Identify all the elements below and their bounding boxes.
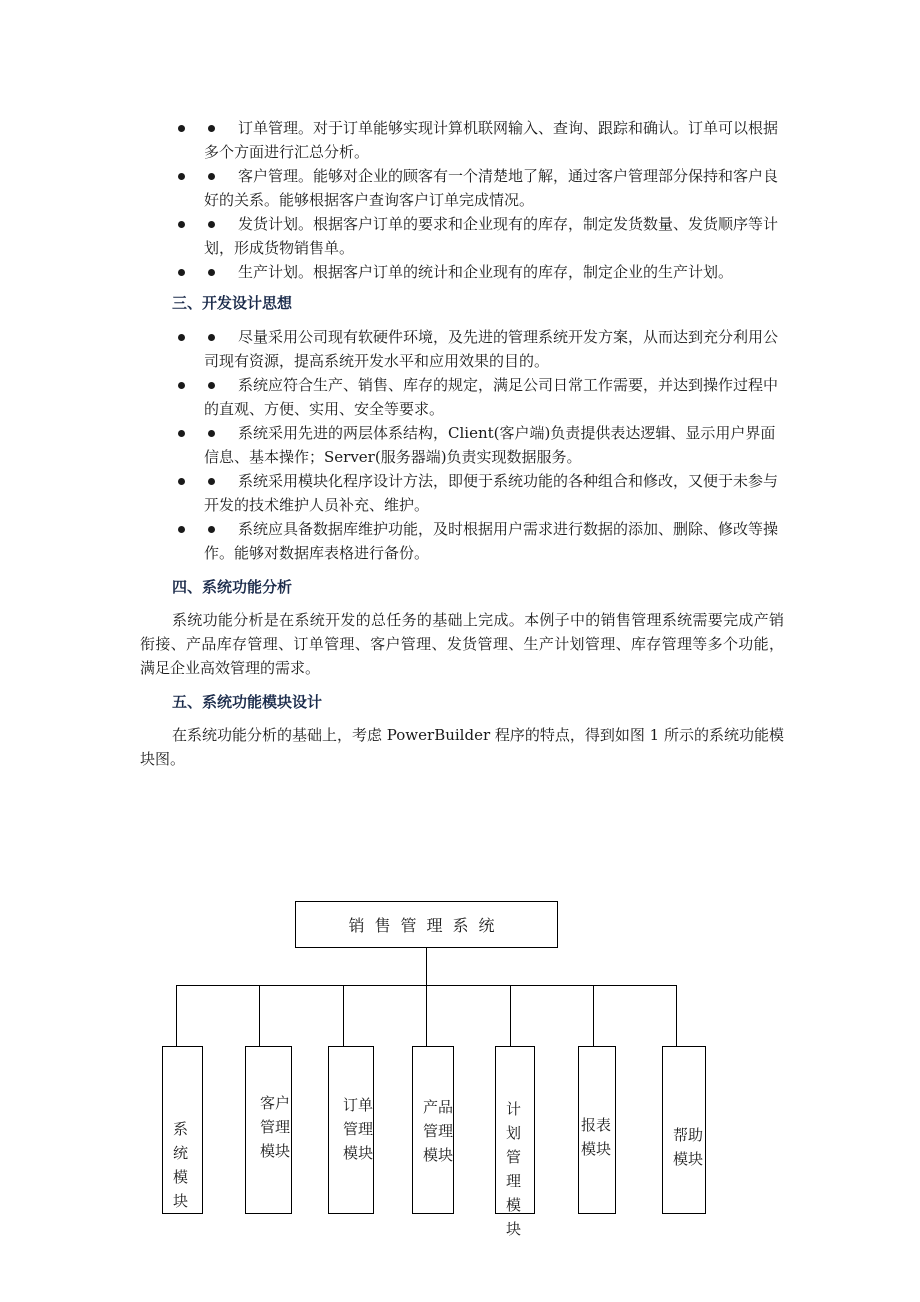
- list-item-text: 系统采用先进的两层体系结构，Client(客户端)负责提供表达逻辑、显示用户界面信息、基本操作；Server(服务器端)负责实现数据服务。: [204, 424, 776, 466]
- list-item-text: 发货计划。根据客户订单的要求和企业现有的库存，制定发货数量、发货顺序等计划，形成货物销售单。: [204, 215, 779, 257]
- function-list: [172, 116, 784, 284]
- list-item: [172, 116, 784, 164]
- list-item: [172, 325, 784, 373]
- bullet-icon: [208, 430, 215, 437]
- connector-line: [593, 985, 594, 1046]
- list-item: [172, 260, 784, 284]
- diagram-module-node: [495, 1046, 535, 1238]
- diagram-module-node: [328, 1046, 374, 1214]
- diagram-module-label: 产品 管理 模块: [423, 1098, 454, 1164]
- connector-line: [176, 985, 177, 1046]
- connector-line: [343, 985, 344, 1046]
- list-item-text: 系统应具备数据库维护功能，及时根据用户需求进行数据的添加、删除、修改等操作。能够对数据库表格进行备份。: [204, 520, 779, 562]
- design-principles-list: [172, 325, 784, 565]
- list-item: [172, 164, 784, 212]
- list-item: [172, 373, 784, 421]
- diagram-module-node: [245, 1046, 292, 1214]
- diagram-module-node: [412, 1046, 454, 1214]
- connector-line: [426, 948, 427, 985]
- bullet-icon: [208, 125, 215, 132]
- bullet-icon: [178, 526, 185, 533]
- list-item: [172, 421, 784, 469]
- list-item-text: 客户管理。能够对企业的顾客有一个清楚地了解，通过客户管理部分保持和客户良好的关系。能够根据客户查询客户订单完成情况。: [204, 167, 779, 209]
- bullet-icon: [208, 173, 215, 180]
- connector-line: [510, 985, 511, 1046]
- section-heading-5: 五、系统功能模块设计: [172, 693, 323, 711]
- function-analysis-paragraph: 系统功能分析是在系统开发的总任务的基础上完成。本例子中的销售管理系统需要完成产销衔接、产品库存管理、订单管理、客户管理、发货管理、生产计划管理、库存管理等多个功能，满足企业高效管理的需求。: [140, 611, 784, 677]
- diagram-root-node: 销售管理系统: [295, 901, 558, 948]
- bullet-icon: [208, 334, 215, 341]
- diagram-module-node: [578, 1046, 616, 1214]
- bullet-icon: [208, 221, 215, 228]
- diagram-module-label: 帮助 模块: [673, 1126, 704, 1168]
- bullet-icon: [208, 526, 215, 533]
- list-item: [172, 469, 784, 517]
- list-item-text: 生产计划。根据客户订单的统计和企业现有的库存，制定企业的生产计划。: [238, 263, 734, 281]
- connector-line: [259, 985, 260, 1046]
- bullet-icon: [208, 478, 215, 485]
- list-item-text: 订单管理。对于订单能够实现计算机联网输入、查询、跟踪和确认。订单可以根据多个方面进行汇总分析。: [204, 119, 779, 161]
- connector-line: [176, 985, 677, 986]
- bullet-icon: [208, 382, 215, 389]
- bullet-icon: [178, 221, 185, 228]
- list-item-text: 尽量采用公司现有软硬件环境，及先进的管理系统开发方案，从而达到充分利用公司现有资源，提高系统开发水平和应用效果的目的。: [204, 328, 779, 370]
- bullet-icon: [178, 382, 185, 389]
- diagram-module-label: 系统 模块: [173, 1120, 189, 1210]
- diagram-module-label: 订单 管理 模块: [343, 1096, 374, 1162]
- list-item-text: 系统应符合生产、销售、库存的规定，满足公司日常工作需要，并达到操作过程中的直观、方便、实用、安全等要求。: [204, 376, 779, 418]
- connector-line: [676, 985, 677, 1046]
- bullet-icon: [208, 269, 215, 276]
- diagram-module-label: 报表 模块: [581, 1116, 612, 1158]
- list-item-text: 系统采用模块化程序设计方法，即便于系统功能的各种组合和修改，又便于未参与开发的技术维护人员补充、维护。: [204, 472, 779, 514]
- list-item: [172, 212, 784, 260]
- section-heading-3: 三、开发设计思想: [172, 294, 293, 312]
- bullet-icon: [178, 334, 185, 341]
- connector-line: [426, 985, 427, 1046]
- diagram-module-label: 计划 管理 模块: [506, 1100, 522, 1238]
- list-item: [172, 517, 784, 565]
- module-design-paragraph: 在系统功能分析的基础上，考虑 PowerBuilder 程序的特点，得到如图 1 所示的系统功能模块图。: [140, 726, 784, 768]
- diagram-module-node: [162, 1046, 203, 1214]
- bullet-icon: [178, 173, 185, 180]
- diagram-module-node: [662, 1046, 706, 1214]
- bullet-icon: [178, 478, 185, 485]
- diagram-module-label: 客户 管理 模块: [260, 1094, 291, 1160]
- bullet-icon: [178, 269, 185, 276]
- bullet-icon: [178, 430, 185, 437]
- bullet-icon: [178, 125, 185, 132]
- section-heading-4: 四、系统功能分析: [172, 578, 293, 596]
